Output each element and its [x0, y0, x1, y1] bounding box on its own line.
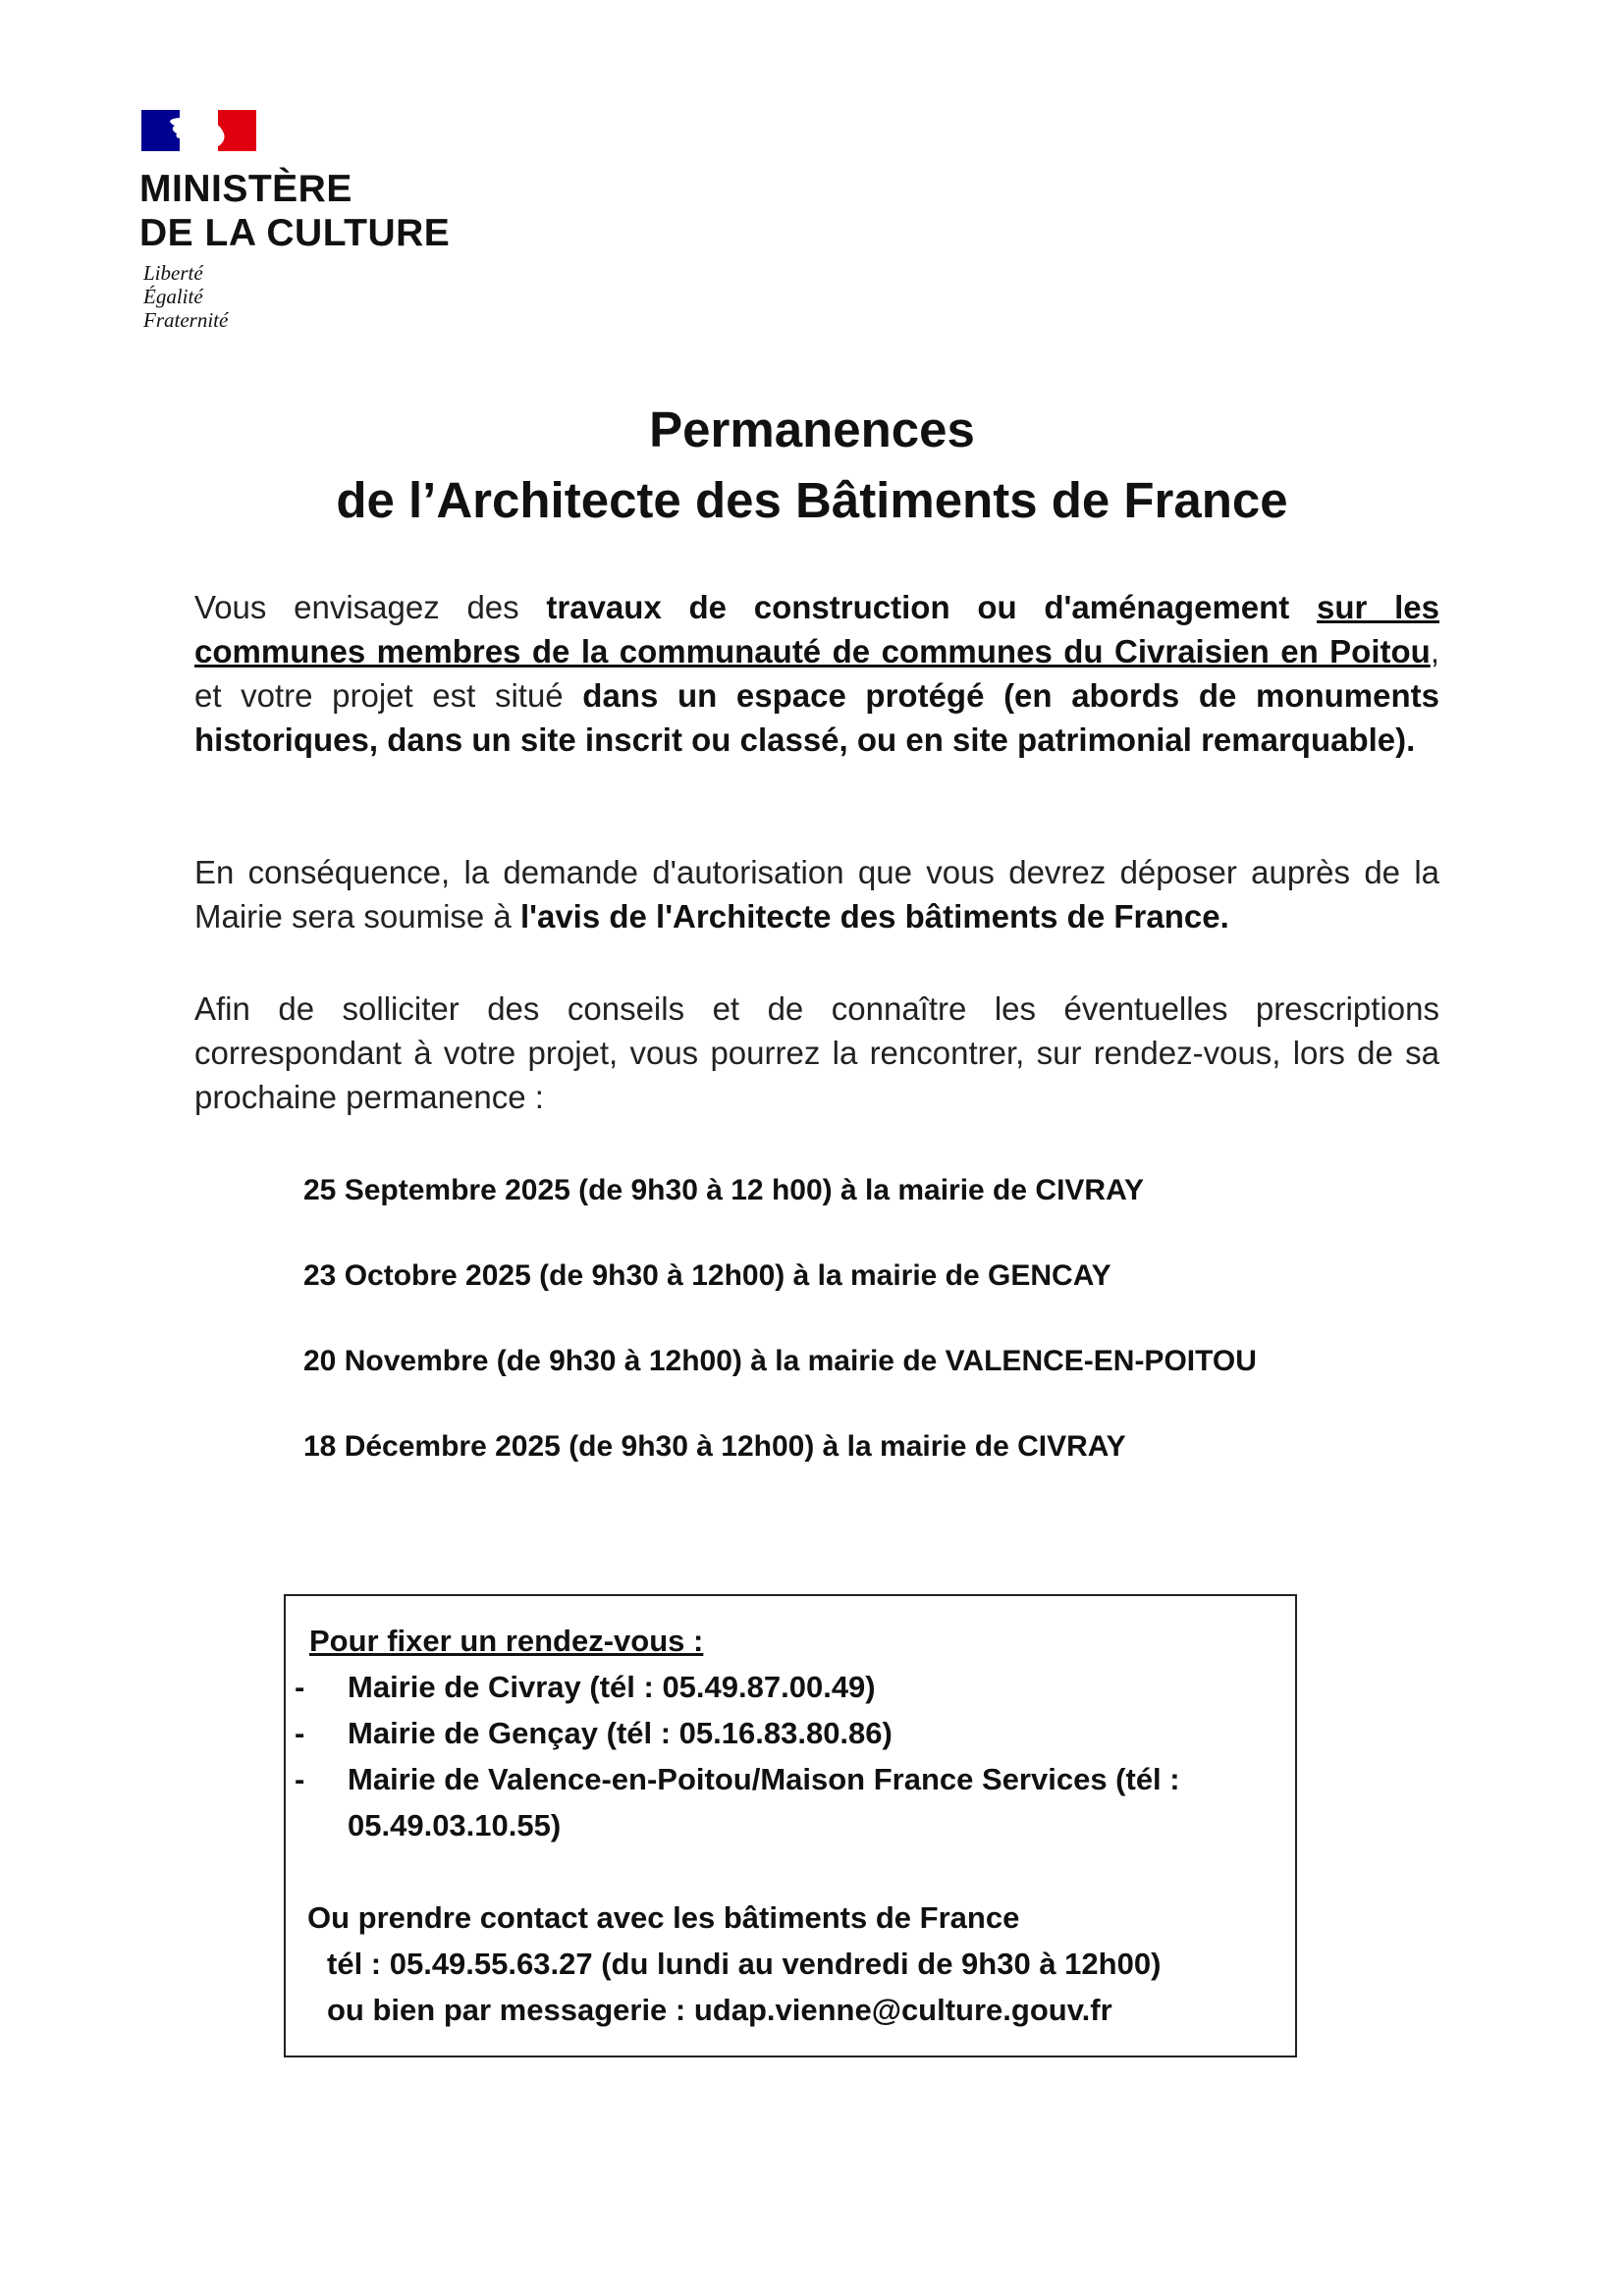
contact-gencay: Mairie de Gençay (tél : 05.16.83.80.86) [348, 1716, 893, 1750]
abf-phone: tél : 05.49.55.63.27 (du lundi au vendredi de 9h30 à 12h00) [327, 1947, 1162, 1981]
motto-egalite: Égalité [143, 285, 203, 308]
intro-bold-works: travaux de construction ou d'aménagement [546, 589, 1290, 625]
marianne-flag-logo [141, 110, 256, 151]
appointment-box [284, 1594, 1297, 2057]
intro-text-2: , et votre projet est situé [194, 633, 1439, 714]
motto-fraternite: Fraternité [143, 308, 229, 332]
box-spacer [286, 1848, 1295, 1895]
abf-contact-line: Ou prendre contact avec les bâtiments de France [307, 1900, 1020, 1935]
bullet-dash: - [295, 1716, 305, 1750]
bullet-dash: - [295, 1670, 305, 1704]
appointment-box-content [286, 1618, 1295, 2033]
flag-red-stripe [218, 110, 256, 151]
contact-valence: Mairie de Valence-en-Poitou/Maison France Services (tél : 05.49.03.10.55) [348, 1762, 1180, 1842]
dates-list [303, 1171, 1257, 1513]
intro-underlined-communes: sur les communes membres de la communauté de communes du Civraisien en Poitou [194, 589, 1439, 669]
consequence-text: En conséquence, la demande d'autorisation que vous devrez déposer auprès de la Mairie sera soumise à [194, 854, 1439, 934]
contact-civray: Mairie de Civray (tél : 05.49.87.00.49) [348, 1670, 876, 1704]
intro-text-1: Vous envisagez des [194, 589, 547, 625]
title-line-1: Permanences [649, 401, 975, 457]
ministry-line-2: DE LA CULTURE [139, 212, 451, 254]
date-item: 20 Novembre (de 9h30 à 12h00) à la mairie de VALENCE-EN-POITOU [303, 1345, 1257, 1377]
republic-motto [143, 261, 228, 332]
ministry-name [139, 167, 450, 255]
date-item: 23 Octobre 2025 (de 9h30 à 12h00) à la mairie de GENCAY [303, 1259, 1111, 1292]
page-title [0, 395, 1624, 536]
intro-space [1289, 589, 1317, 625]
appointment-heading: Pour fixer un rendez-vous : [309, 1624, 704, 1658]
title-line-2: de l’Architecte des Bâtiments de France [336, 472, 1288, 528]
advice-paragraph: Afin de solliciter des conseils et de connaître les éventuelles prescriptions correspondant à votre projet, vous pourrez la rencontrer, sur rendez-vous, lors de sa prochaine permanence : [194, 990, 1439, 1115]
intro-paragraph [194, 585, 1439, 762]
date-item: 18 Décembre 2025 (de 9h30 à 12h00) à la mairie de CIVRAY [303, 1430, 1126, 1463]
date-item: 25 Septembre 2025 (de 9h30 à 12 h00) à la mairie de CIVRAY [303, 1174, 1144, 1206]
ministry-line-1: MINISTÈRE [139, 168, 352, 210]
consequence-bold: l'avis de l'Architecte des bâtiments de France. [519, 898, 1229, 934]
contact-list-item [286, 1664, 1295, 1710]
contact-list-item [286, 1756, 1295, 1848]
intro-bold-protected-area: dans un espace protégé (en abords de monuments historiques, dans un site inscrit ou classé, ou en site patrimonial remarquable). [194, 677, 1439, 758]
abf-email: ou bien par messagerie : udap.vienne@culture.gouv.fr [327, 1993, 1112, 2027]
motto-liberte: Liberté [143, 261, 203, 285]
consequence-paragraph [194, 850, 1439, 938]
contact-list-item [286, 1710, 1295, 1756]
bullet-dash: - [295, 1762, 305, 1796]
